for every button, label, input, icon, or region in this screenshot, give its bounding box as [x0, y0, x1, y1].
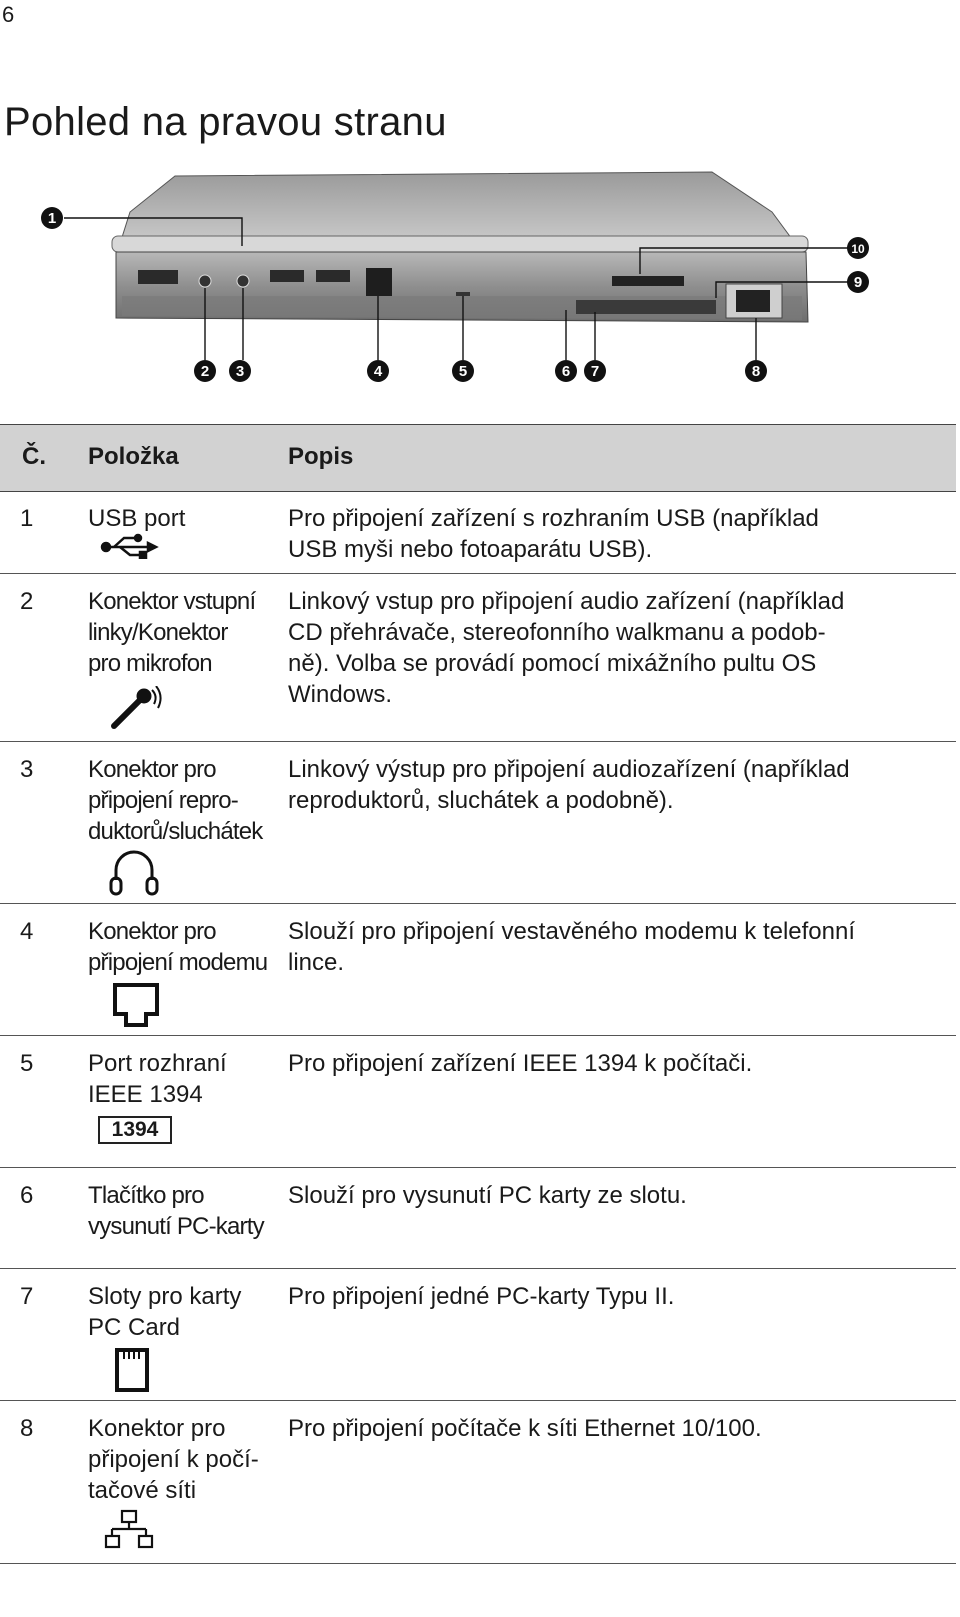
table-row: [0, 742, 956, 904]
row-number: 7: [20, 1283, 34, 1310]
page-title: Pohled na pravou stranu: [4, 100, 447, 144]
row-item: Konektor pro připojení k počí- tačové síti: [88, 1415, 259, 1504]
row-description: Slouží pro vysunutí PC karty ze slotu.: [288, 1182, 687, 1209]
header-description: Popis: [288, 443, 354, 470]
header-number: Č.: [22, 443, 46, 470]
callout-9: [847, 271, 869, 293]
row-item: Tlačítko pro vysunutí PC-karty: [88, 1182, 264, 1240]
svg-text:6: 6: [561, 363, 571, 380]
row-number: 1: [20, 505, 34, 532]
table-row: [0, 1036, 956, 1168]
table-row: [0, 1269, 956, 1401]
table-row: [0, 904, 956, 1036]
svg-text:3: 3: [235, 363, 245, 380]
row-description: Pro připojení jedné PC-karty Typu II.: [288, 1283, 675, 1310]
row-description: Pro připojení zařízení IEEE 1394 k počítači.: [288, 1050, 753, 1077]
svg-text:4: 4: [373, 363, 383, 380]
row-item: USB port: [88, 505, 186, 532]
row-description: Slouží pro připojení vestavěného modemu k telefonní lince.: [288, 918, 856, 976]
usb-icon: [100, 533, 162, 559]
table-row: [0, 1168, 956, 1269]
row-description: Pro připojení počítače k síti Ethernet 10/100.: [288, 1415, 762, 1442]
row-number: 3: [20, 756, 34, 783]
svg-text:10: 10: [851, 242, 865, 256]
headphones-icon: [108, 846, 160, 898]
callout-4: [367, 360, 389, 382]
callout-2: [194, 360, 216, 382]
microphone-icon: [108, 686, 162, 732]
table-row: [0, 574, 956, 742]
callout-6: [555, 360, 577, 382]
ieee1394-icon: 1394: [98, 1116, 172, 1144]
row-description: Linkový výstup pro připojení audiozařízení (například reproduktorů, sluchátek a podobně).: [288, 756, 850, 814]
row-number: 2: [20, 588, 34, 615]
callout-8: [745, 360, 767, 382]
header-item: Položka: [88, 443, 179, 470]
svg-text:7: 7: [590, 363, 600, 380]
pc-card-icon: [114, 1347, 150, 1393]
callout-5: [452, 360, 474, 382]
row-number: 4: [20, 918, 34, 945]
network-icon: [104, 1509, 154, 1551]
modem-icon: [112, 982, 160, 1028]
row-item: Konektor pro připojení repro- duktorů/sluchátek: [88, 756, 263, 845]
callout-3: [229, 360, 251, 382]
table-row: [0, 1401, 956, 1564]
row-item: Konektor vstupní linky/Konektor pro mikrofon: [88, 588, 256, 677]
row-description: Pro připojení zařízení s rozhraním USB (například USB myši nebo fotoaparátu USB).: [288, 505, 819, 563]
svg-text:8: 8: [751, 363, 761, 380]
row-item: Port rozhraní IEEE 1394: [88, 1050, 227, 1108]
svg-text:9: 9: [853, 274, 863, 291]
row-number: 5: [20, 1050, 34, 1077]
callout-7: [584, 360, 606, 382]
laptop-right-side-figure: [0, 160, 960, 410]
row-item: Konektor pro připojení modemu: [88, 918, 268, 976]
svg-text:2: 2: [200, 363, 210, 380]
row-number: 8: [20, 1415, 34, 1442]
row-item: Sloty pro karty PC Card: [88, 1283, 242, 1341]
row-description: Linkový vstup pro připojení audio zařízení (například CD přehrávače, stereofonního walkmanu a podob- ně). Volba se provádí pomocí mixážního pultu OS Windows.: [288, 588, 845, 708]
svg-text:1: 1: [47, 210, 57, 227]
table-header: [0, 424, 956, 492]
callout-10: [847, 237, 869, 259]
svg-text:5: 5: [458, 363, 468, 380]
page-number: 6: [2, 2, 15, 27]
callout-1: [41, 207, 63, 229]
row-number: 6: [20, 1182, 34, 1209]
table-row: [0, 491, 956, 574]
